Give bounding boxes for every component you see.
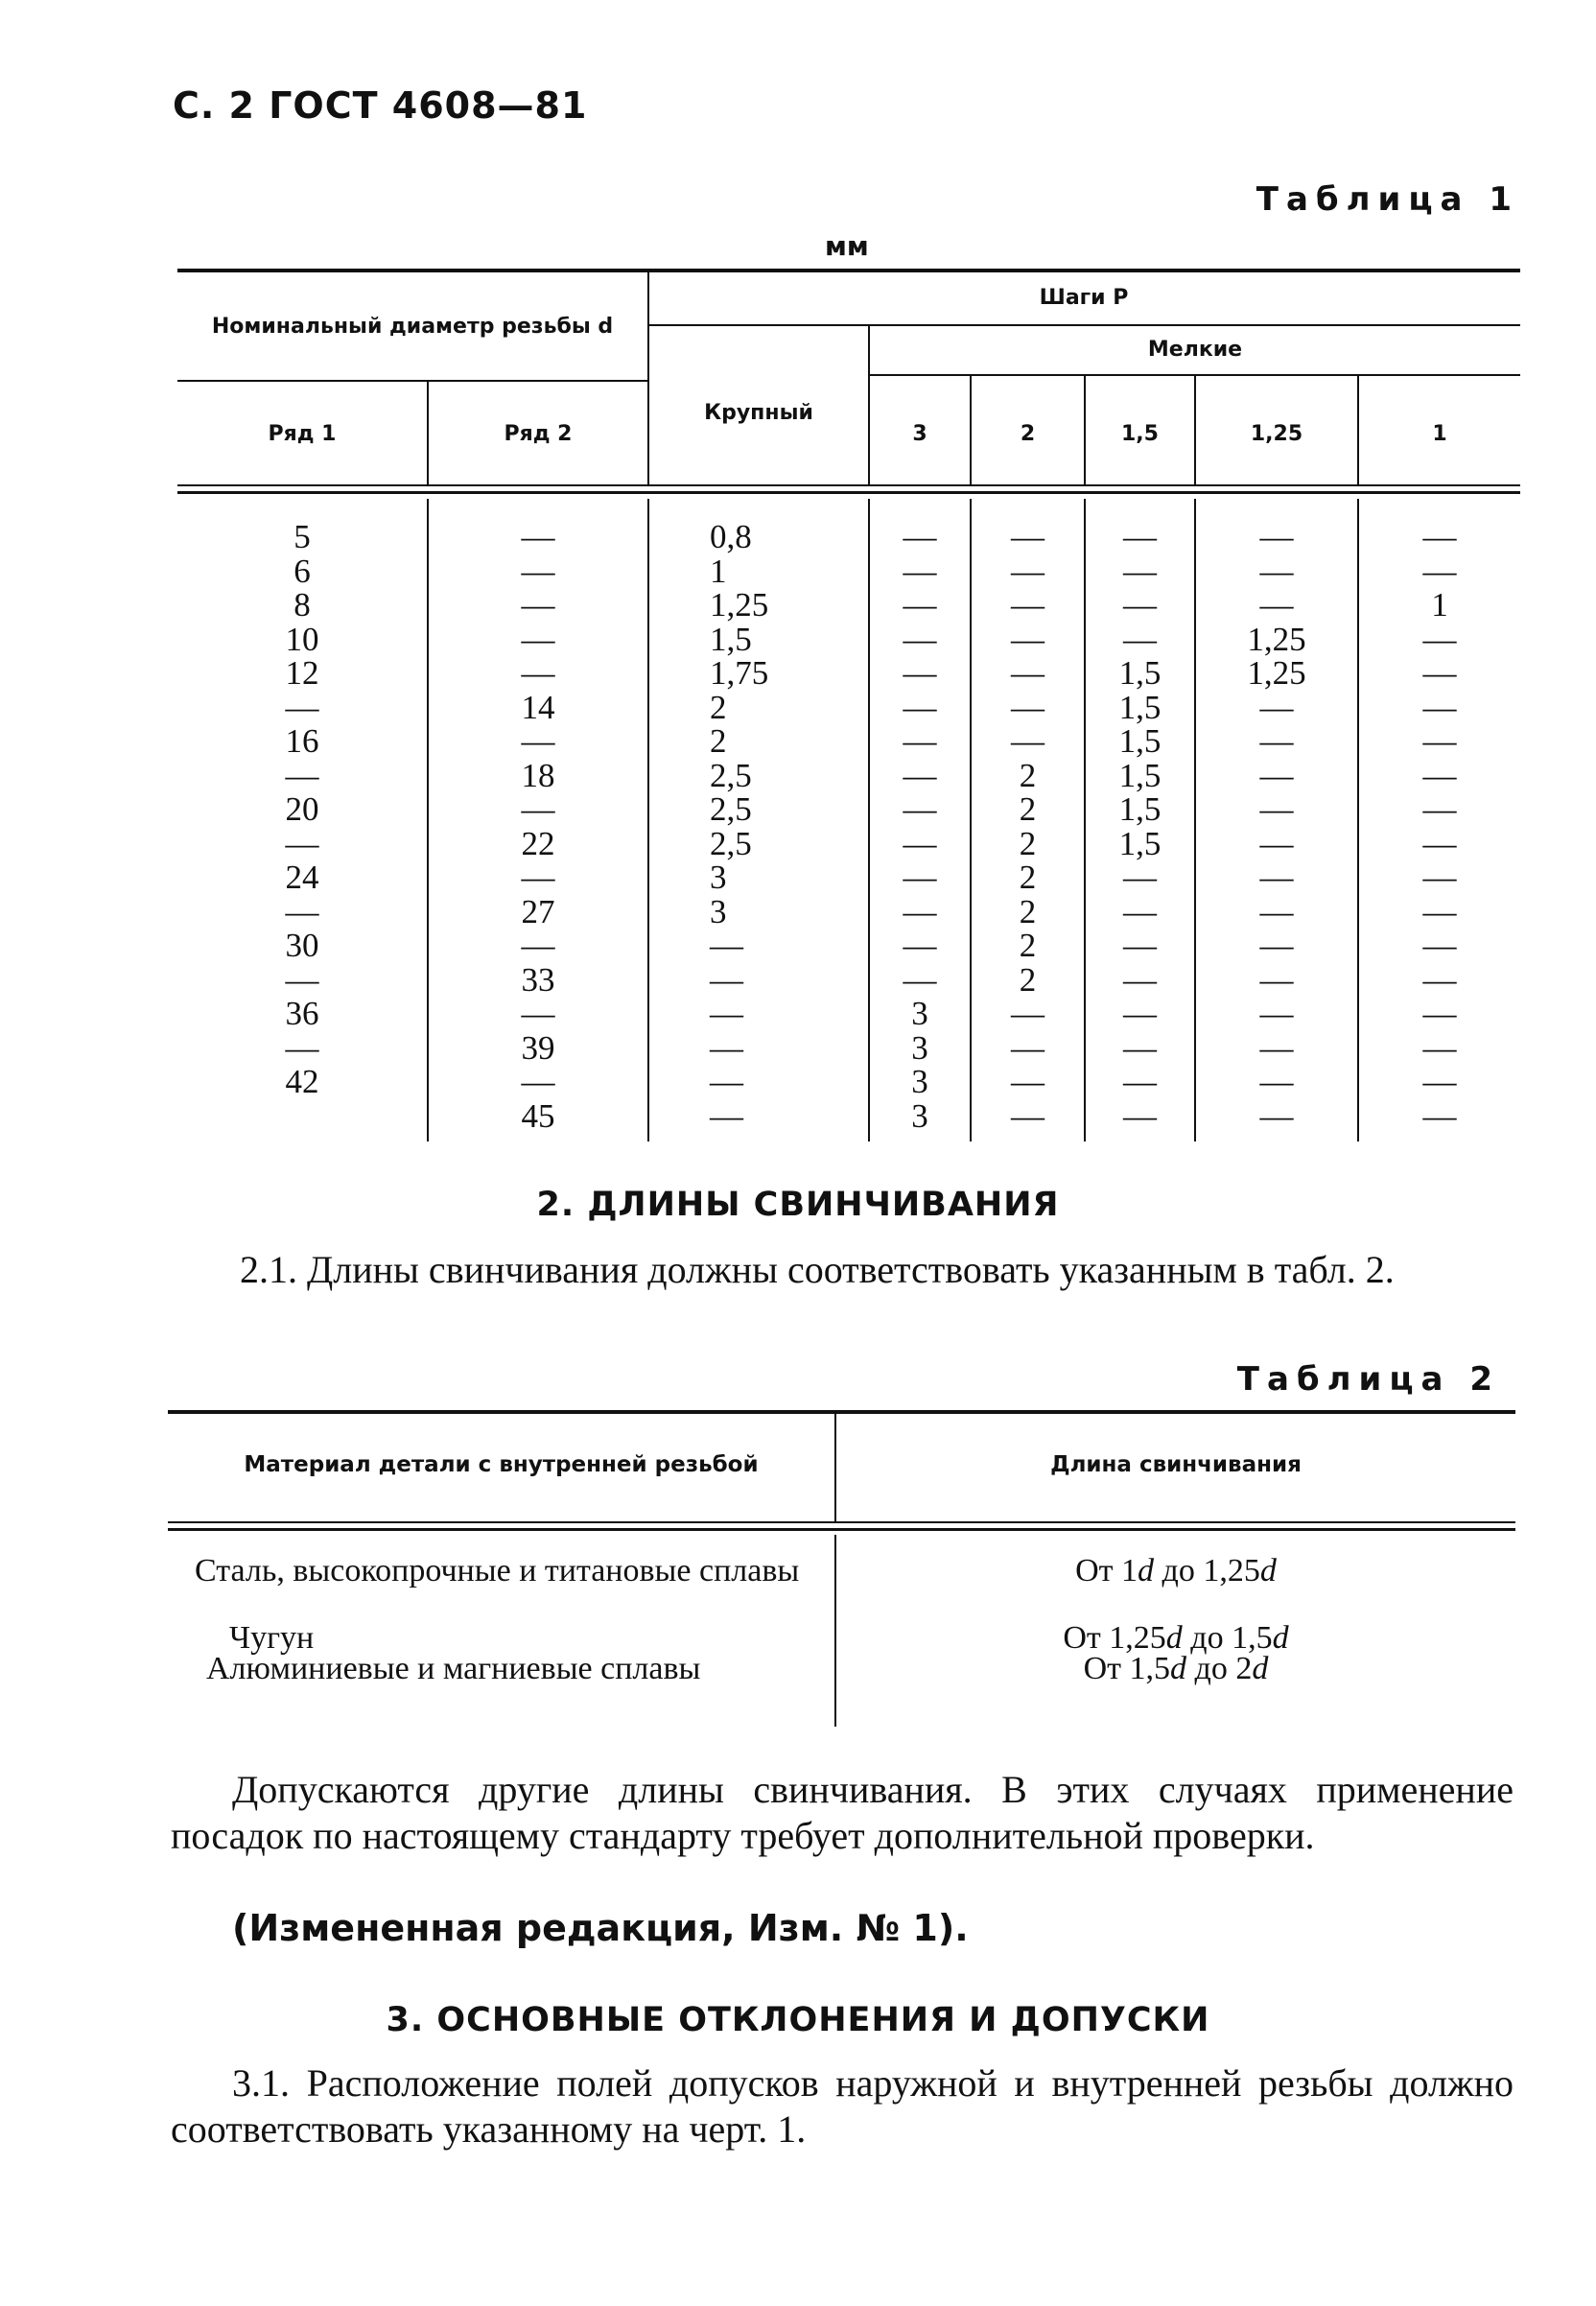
table1-cell: — xyxy=(1422,892,1457,930)
table1-cell: 1,5 xyxy=(1118,654,1162,692)
table1-cell: 2 xyxy=(1019,790,1037,828)
table2-header-material: Материал детали с внутренней резьбой xyxy=(244,1452,759,1477)
table2-row2-material: Чугун xyxy=(229,1620,315,1656)
table1-cell: 16 xyxy=(285,722,319,760)
paragraph-3-1: 3.1. Расположение полей допусков наружной и внутренней резьбы должно соответствовать указанному на черт. 1. xyxy=(171,2061,1514,2151)
table1-cell: 3 xyxy=(911,995,928,1032)
table1-cell: — xyxy=(521,1063,555,1100)
table1-cell: — xyxy=(903,859,937,896)
table1-vline-b2 xyxy=(647,499,649,1141)
note-paragraph: Допускаются другие длины свинчивания. В этих случаях применение посадок по настоящему стандарту требует дополнительной проверки. xyxy=(171,1768,1514,1857)
table1-cell: — xyxy=(521,518,555,555)
table1-col-fine-2 xyxy=(972,520,1084,1133)
table1-cell: — xyxy=(1259,1096,1294,1135)
table1-cell: — xyxy=(1259,518,1294,555)
table1-cell: — xyxy=(285,824,319,862)
table1-cell: 24 xyxy=(285,859,319,896)
table1-cell: 3 xyxy=(710,859,727,896)
table2-header-length: Длина свинчивания xyxy=(1050,1452,1302,1477)
table1-cell: — xyxy=(521,995,555,1032)
table1-cell: — xyxy=(1011,620,1044,658)
table1-header-rule-b xyxy=(177,491,1520,494)
table2-row3-length: От 1,5d до 2d xyxy=(1083,1651,1269,1686)
table1-cell: — xyxy=(285,756,319,794)
table1-cell: — xyxy=(1011,654,1044,692)
table1-cell: — xyxy=(1422,552,1457,590)
table1-cell: — xyxy=(521,654,555,692)
table1-cell: 1,5 xyxy=(1118,722,1162,760)
table1-col-fine-1-25 xyxy=(1196,520,1357,1133)
table1-cell: — xyxy=(1011,1028,1044,1067)
header-row1: Ряд 1 xyxy=(268,422,337,446)
table1-cell: — xyxy=(285,892,319,930)
table1-cell: 2 xyxy=(710,688,727,726)
table1-cell: — xyxy=(521,586,555,624)
table1-cell: — xyxy=(1422,960,1457,999)
table1-cell: — xyxy=(1011,995,1044,1032)
table1-cell: 2,5 xyxy=(710,824,752,862)
table1-cell: 33 xyxy=(521,960,555,999)
table2 xyxy=(168,1410,1515,1736)
table1-cell: — xyxy=(1123,518,1157,555)
table1-cell: 1 xyxy=(710,552,727,590)
table2-row1-length: От 1d до 1,25d xyxy=(1075,1553,1277,1588)
table1 xyxy=(177,269,1520,1151)
table1-cell: — xyxy=(1422,995,1457,1032)
table1-cell: — xyxy=(1422,824,1457,862)
table1-cell: — xyxy=(1123,995,1157,1032)
table1-cell: — xyxy=(903,620,937,658)
table1-cell: — xyxy=(1422,518,1457,555)
amendment-note: (Измененная редакция, Изм. № 1). xyxy=(232,1907,969,1949)
table1-cell: — xyxy=(710,1063,743,1100)
table1-cell: — xyxy=(1259,824,1294,862)
table2-header-rule-a xyxy=(168,1521,1515,1523)
table1-cell: — xyxy=(1422,756,1457,794)
table1-cell: 2 xyxy=(1019,824,1037,862)
table1-cell: — xyxy=(285,1028,319,1067)
table1-cell: — xyxy=(903,756,937,794)
table1-cell: — xyxy=(1011,1063,1044,1100)
table1-cell: — xyxy=(1259,859,1294,896)
table1-cell: — xyxy=(1123,892,1157,930)
header-row2: Ряд 2 xyxy=(504,422,573,446)
table1-cell: 8 xyxy=(293,586,311,624)
table1-cell: — xyxy=(903,824,937,862)
table1-cell: 1,25 xyxy=(710,586,769,624)
table1-cell: — xyxy=(1011,518,1044,555)
table1-cell: — xyxy=(1011,688,1044,726)
table1-cell: 12 xyxy=(285,654,319,692)
table1-cell: 22 xyxy=(521,824,555,862)
table1-cell: 1,25 xyxy=(1247,654,1306,692)
table1-cell: — xyxy=(1422,1063,1457,1100)
table1-cell: — xyxy=(903,960,937,999)
table1-cell: — xyxy=(1259,892,1294,930)
page-header: С. 2 ГОСТ 4608—81 xyxy=(173,84,588,127)
table1-cell: 1,25 xyxy=(1247,620,1306,658)
table1-cell: — xyxy=(1422,654,1457,692)
table1-cell: — xyxy=(1422,927,1457,964)
table1-cell: 1,75 xyxy=(710,654,769,692)
table1-cell: — xyxy=(1259,995,1294,1032)
table1-cell: — xyxy=(1422,1096,1457,1135)
table1-cell: — xyxy=(1422,688,1457,726)
table1-cell: — xyxy=(1259,960,1294,999)
header-coarse: Крупный xyxy=(704,401,813,425)
table1-cell: 1,5 xyxy=(710,620,752,658)
table1-cell: 30 xyxy=(285,927,319,964)
table1-cell: 1,5 xyxy=(1118,824,1162,862)
header-nominal-diameter: Номинальный диаметр резьбы d xyxy=(211,315,614,339)
table2-row1-material: Сталь, высокопрочные и титановые сплавы xyxy=(195,1553,800,1588)
table1-cell: — xyxy=(521,927,555,964)
table2-top-rule xyxy=(168,1410,1515,1414)
table1-cell: — xyxy=(521,859,555,896)
table1-cell: — xyxy=(1123,1028,1157,1067)
section3-heading: 3. ОСНОВНЫЕ ОТКЛОНЕНИЯ И ДОПУСКИ xyxy=(386,2001,1210,2039)
table1-cell: — xyxy=(1123,927,1157,964)
table1-cell: 5 xyxy=(293,518,311,555)
table1-col-row2 xyxy=(429,520,647,1133)
table1-header-rule-a xyxy=(177,484,1520,486)
table1-cell: — xyxy=(710,1096,743,1135)
table1-cell: 2 xyxy=(1019,960,1037,999)
table2-row2-length: От 1,25d до 1,5d xyxy=(1063,1620,1289,1656)
table1-cell: — xyxy=(285,688,319,726)
table1-cell: — xyxy=(710,960,743,999)
table1-cell: — xyxy=(1422,1028,1457,1067)
table1-cell: — xyxy=(903,586,937,624)
table1-cell: — xyxy=(521,552,555,590)
table1-cell: — xyxy=(1259,927,1294,964)
table1-cell: — xyxy=(903,552,937,590)
table1-cell: 1,5 xyxy=(1118,790,1162,828)
table1-cell: 2,5 xyxy=(710,756,752,794)
table1-cell: 6 xyxy=(293,552,311,590)
table1-cell xyxy=(177,1099,427,1134)
header-fine: Мелкие xyxy=(1147,338,1243,362)
table1-cell: — xyxy=(521,790,555,828)
table1-cell: — xyxy=(1011,722,1044,760)
table1-cell: — xyxy=(1011,1096,1044,1135)
table1-cell: 1,5 xyxy=(1118,756,1162,794)
table1-cell: 45 xyxy=(521,1096,555,1135)
table1-cell: 2,5 xyxy=(710,790,752,828)
paragraph-2-1: 2.1. Длины свинчивания должны соответствовать указанным в табл. 2. xyxy=(240,1248,1395,1291)
table1-cell: — xyxy=(1123,1063,1157,1100)
table1-cell: 3 xyxy=(911,1096,928,1135)
table1-cell: — xyxy=(903,654,937,692)
header-fine-3: 3 xyxy=(912,422,927,446)
table1-cell: 39 xyxy=(521,1028,555,1067)
table1-cell: — xyxy=(710,1028,743,1067)
table1-cell: — xyxy=(1259,688,1294,726)
table1-pitch-rule xyxy=(647,324,1520,326)
table1-cell: — xyxy=(1123,960,1157,999)
table1-cell: — xyxy=(1123,1096,1157,1135)
table1-cell: — xyxy=(1259,1028,1294,1067)
table1-cell: 27 xyxy=(521,892,555,930)
table1-cell: — xyxy=(521,620,555,658)
table1-cell: 0,8 xyxy=(710,518,752,555)
header-fine-1: 1 xyxy=(1432,422,1447,446)
table1-cell: — xyxy=(1123,620,1157,658)
table1-units: мм xyxy=(825,230,869,262)
table1-cell: — xyxy=(285,960,319,999)
table1-cell: — xyxy=(710,995,743,1032)
table1-col-fine-3 xyxy=(870,520,970,1133)
table1-cell: 10 xyxy=(285,620,319,658)
table1-cell: — xyxy=(521,722,555,760)
header-pitches: Шаги P xyxy=(1039,286,1129,310)
table1-cell: 2 xyxy=(1019,859,1037,896)
table1-cell: — xyxy=(710,927,743,964)
table1-cell: 36 xyxy=(285,995,319,1032)
table1-cell: 18 xyxy=(521,756,555,794)
header-fine-2: 2 xyxy=(1020,422,1036,446)
table1-cell: — xyxy=(1259,586,1294,624)
table1-col-fine-1-5 xyxy=(1086,520,1194,1133)
table1-cell: — xyxy=(903,688,937,726)
table1-cell: — xyxy=(903,722,937,760)
table1-cell: — xyxy=(1123,859,1157,896)
table1-cell: — xyxy=(1259,722,1294,760)
header-fine-1-5: 1,5 xyxy=(1121,422,1159,446)
section2-heading: 2. ДЛИНЫ СВИНЧИВАНИЯ xyxy=(536,1186,1060,1224)
table1-cell: 3 xyxy=(911,1028,928,1067)
table1-top-rule xyxy=(177,269,1520,272)
table1-cell: — xyxy=(1422,790,1457,828)
table1-cell: 42 xyxy=(285,1063,319,1100)
table1-cell: 14 xyxy=(521,688,555,726)
table1-cell: — xyxy=(1422,859,1457,896)
table1-cell: — xyxy=(1123,586,1157,624)
table1-cell: — xyxy=(1011,552,1044,590)
table1-diameter-rule xyxy=(177,380,647,382)
table1-cell: — xyxy=(1259,1063,1294,1100)
table1-cell: — xyxy=(1422,722,1457,760)
table1-cell: 2 xyxy=(1019,756,1037,794)
table1-cell: 2 xyxy=(1019,892,1037,930)
table2-title: Таблица 2 xyxy=(1236,1360,1500,1399)
table1-cell: — xyxy=(1422,620,1457,658)
table2-row3-material: Алюминиевые и магниевые сплавы xyxy=(206,1651,701,1686)
header-fine-1-25: 1,25 xyxy=(1250,422,1303,446)
table1-cell: 1 xyxy=(1431,586,1448,624)
table1-cell: 2 xyxy=(1019,927,1037,964)
table2-header-rule-b xyxy=(168,1528,1515,1531)
table1-cell: — xyxy=(1259,790,1294,828)
table1-col-fine-1 xyxy=(1359,520,1520,1133)
table1-cell: — xyxy=(903,927,937,964)
table1-cell: 20 xyxy=(285,790,319,828)
table1-cell: 3 xyxy=(911,1063,928,1100)
table1-cell: 1,5 xyxy=(1118,688,1162,726)
table1-cell: — xyxy=(1259,552,1294,590)
table1-cell: — xyxy=(903,518,937,555)
table1-cell: 3 xyxy=(710,892,727,930)
table1-col-row1 xyxy=(177,520,427,1133)
table1-cell: — xyxy=(903,892,937,930)
table1-cell: — xyxy=(1259,756,1294,794)
table1-cell: — xyxy=(1123,552,1157,590)
table1-title: Таблица 1 xyxy=(1256,180,1519,219)
table1-col-coarse xyxy=(710,520,868,1133)
table1-cell: 2 xyxy=(710,722,727,760)
table1-cell: — xyxy=(1011,586,1044,624)
table1-cell: — xyxy=(903,790,937,828)
